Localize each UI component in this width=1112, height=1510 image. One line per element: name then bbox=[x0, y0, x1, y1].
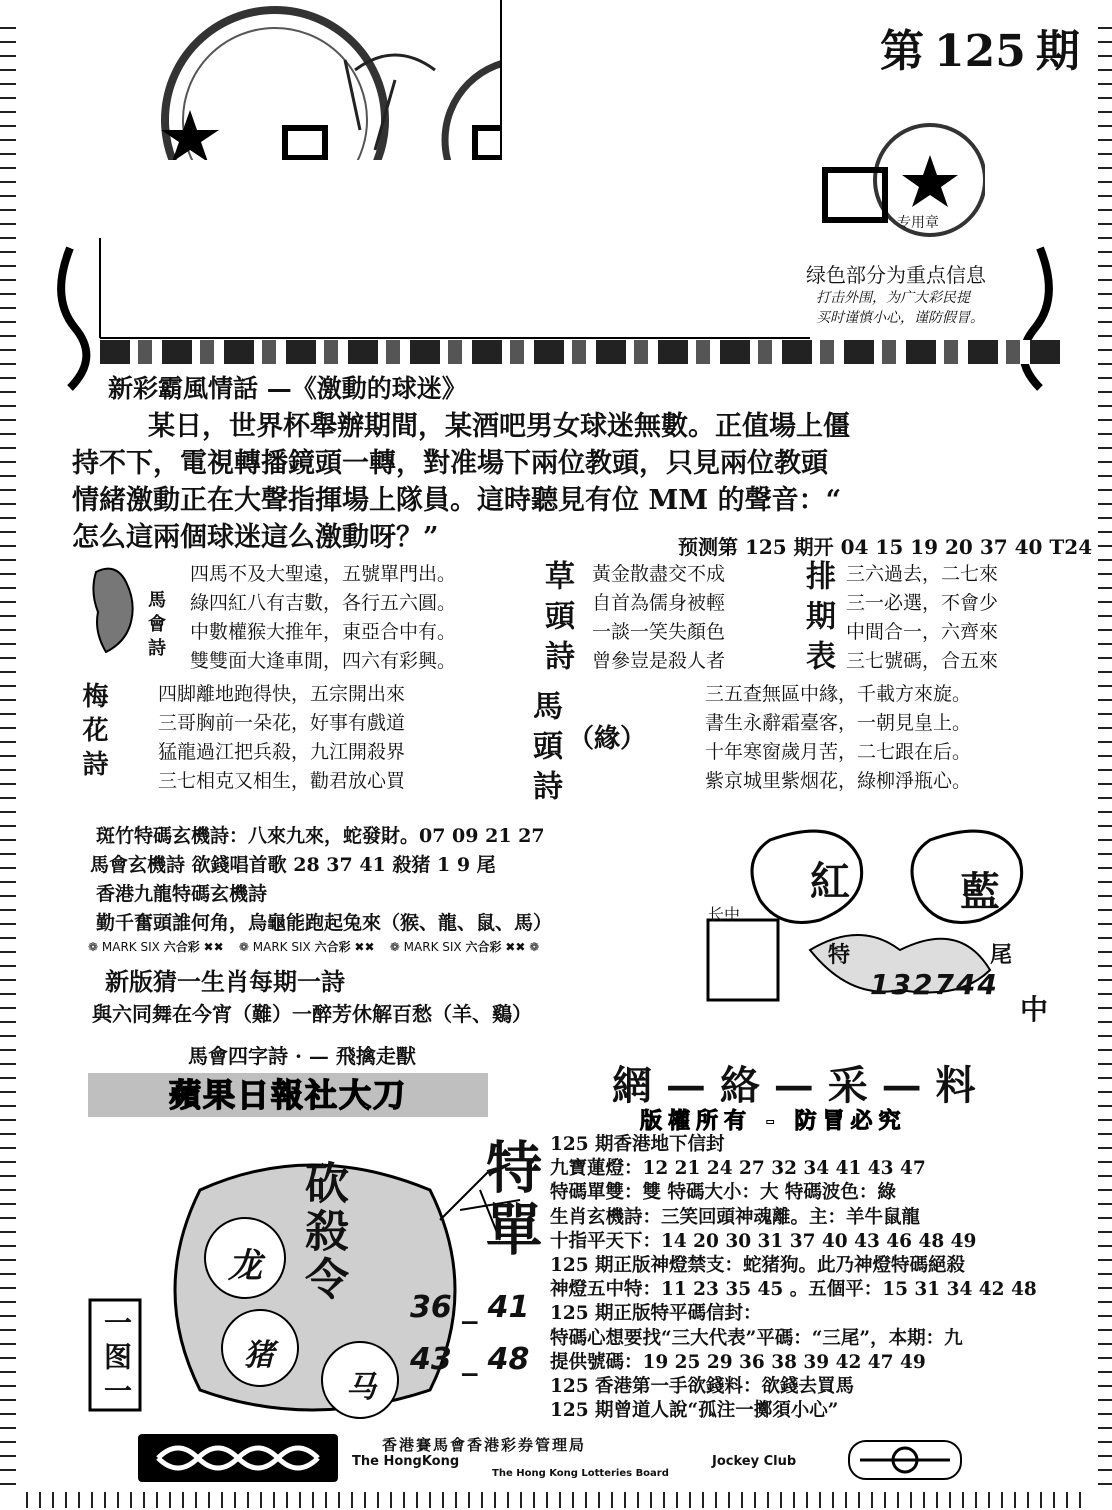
letter-line: 125 期正版特平碼信封： bbox=[550, 1303, 762, 1325]
notice-line3: 买时谨慎小心，谨防假冒。 bbox=[816, 310, 984, 326]
horse-head-tag: （緣） bbox=[568, 724, 647, 754]
footer-right-logo bbox=[848, 1440, 962, 1480]
letter-line: 125 期曾道人說“孤注一擲須小心” bbox=[550, 1400, 839, 1422]
story-line: 怎么這兩個球迷這么激動呀？” bbox=[72, 522, 439, 553]
zodiac-line: 與六同舞在今宵（難）一醉芳休解百愁（羊、鷄） bbox=[92, 1002, 532, 1026]
footer-left-en: The HongKong bbox=[352, 1454, 460, 1469]
footer-left-logo bbox=[138, 1434, 338, 1482]
letters-list bbox=[550, 1133, 1037, 1423]
kill-label: 砍殺令 bbox=[297, 1160, 348, 1304]
plum-poem-label: 梅花詩 bbox=[78, 682, 108, 784]
schedule-line: 三一必選，不會少 bbox=[846, 592, 999, 614]
footer-bottom-en: The Hong Kong Lotteries Board bbox=[492, 1468, 669, 1479]
issue-prefix: 第 bbox=[880, 26, 924, 77]
horse-head-line: 三五查無區中緣，千載方來旋。 bbox=[705, 683, 972, 705]
horse-head-label: 馬頭詩 bbox=[527, 690, 562, 810]
red-blue-graphic bbox=[700, 820, 1080, 1030]
horse-poem-line: 雙雙面大逢車閒，四六有彩興。 bbox=[190, 650, 457, 672]
marksix-label: MARK SIX bbox=[101, 940, 160, 954]
letter-line: 特碼心想要找“三大代表”平碼：“三尾”，本期：九 bbox=[550, 1327, 963, 1349]
red-label: 紅 bbox=[810, 858, 850, 905]
zhong-label: 中 bbox=[1020, 993, 1049, 1026]
letter-line: 125 香港第一手欲錢料：欲錢去買馬 bbox=[550, 1376, 855, 1398]
horse-poem-line: 綠四紅八有吉數，各行五六圓。 bbox=[190, 592, 457, 614]
knot-icon bbox=[138, 1434, 338, 1482]
horse-poem-line: 中數權猴大推年，東亞合中有。 bbox=[190, 621, 457, 643]
marksix-brand: 六合彩 bbox=[314, 940, 351, 954]
left-border bbox=[0, 20, 16, 1490]
blue-label: 藍 bbox=[960, 868, 1000, 915]
issue-suffix: 期 bbox=[1035, 26, 1080, 77]
marksix-strip: ❁ MARK SIX 六合彩 ✖✖ ❁ MARK SIX 六合彩 ✖✖ ❁ MARK SIX 六合彩 ✖✖ ❁ bbox=[88, 940, 540, 954]
letter-line: 十指平天下：14 20 30 31 37 40 43 46 48 49 bbox=[550, 1230, 977, 1252]
notice-line2: 打击外围，为广大彩民提 bbox=[816, 290, 970, 306]
right-border bbox=[1098, 20, 1112, 1490]
plum-poem bbox=[158, 680, 405, 796]
footer-right-en: Jockey Club bbox=[712, 1454, 797, 1469]
top-seal-area bbox=[95, 0, 502, 160]
schedule-line: 三七號碼，合五來 bbox=[846, 650, 999, 672]
letter-line: 125 期正版神燈禁支：蛇猪狗。此乃神燈特碼絕殺 bbox=[550, 1255, 966, 1277]
horse-head-line: 書生永辭霜臺客，一朝見皇上。 bbox=[705, 712, 972, 734]
schedule-line: 三六過去，二七來 bbox=[846, 563, 999, 585]
prediction: 预测第 125 期开 04 15 19 20 37 40 T24 bbox=[678, 535, 1093, 559]
seal-logo bbox=[95, 0, 500, 160]
letter-line: 特碼單雙：雙 特碼大小：大 特碼波色：綠 bbox=[550, 1182, 896, 1204]
plum-poem-line: 三哥胸前一朵花，好事有戲道 bbox=[158, 712, 406, 734]
issue-number bbox=[880, 25, 1080, 79]
mystic-line: 香港九龍特碼玄機詩 bbox=[96, 883, 268, 905]
flower-icon: ❁ bbox=[529, 940, 540, 954]
flower-icon: ❁ bbox=[238, 940, 249, 954]
plum-poem-line: 四脚離地跑得快，五宗開出來 bbox=[158, 683, 406, 705]
grass-poem-line: 一談一笑失顏色 bbox=[592, 621, 726, 643]
lottery-icon bbox=[850, 1442, 960, 1478]
marksix-brand: 六合彩 bbox=[465, 940, 502, 954]
side-label: 一图一 bbox=[100, 1308, 133, 1410]
bottom-border bbox=[20, 1492, 1090, 1508]
letter-line: 九寶蓮燈：12 21 24 27 32 34 41 43 47 bbox=[550, 1158, 926, 1180]
network-sub: 版權所有 - 防冒必究 bbox=[640, 1108, 907, 1134]
grass-poem-line: 曾參豈是殺人者 bbox=[592, 650, 726, 672]
letter-line: 神燈五中特：11 23 35 45 。五個平：15 31 34 42 48 bbox=[550, 1279, 1037, 1301]
story-line: 持不下，電視轉播鏡頭一轉，對准場下兩位教頭，只見兩位教頭 bbox=[72, 448, 828, 479]
horse-poem-line: 四馬不及大聖遠，五號單門出。 bbox=[190, 563, 457, 585]
grass-poem-line: 自首為儒身被輕 bbox=[592, 592, 726, 614]
plum-poem-line: 三七相克又相生，勸君放心買 bbox=[158, 770, 406, 792]
footer-cn: 香港賽馬會香港彩券管理局 bbox=[382, 1436, 587, 1454]
ornament-row bbox=[100, 340, 1060, 364]
mystic-line: 馬會玄機詩 欲錢唱首歌 28 37 41 殺猪 1 9 尾 bbox=[90, 854, 496, 876]
wei-label: 尾 bbox=[990, 942, 1013, 968]
flower-icon: ❁ bbox=[389, 940, 400, 954]
mystic-line: 勤千奮頭誰何角，烏龜能跑起兔來（猴、龍、鼠、馬） bbox=[96, 912, 553, 934]
network-title: 網 — 絡 — 采 — 料 bbox=[612, 1062, 976, 1109]
marksix-label: MARK SIX bbox=[403, 940, 462, 954]
long-label: 长中 bbox=[708, 905, 741, 924]
schedule bbox=[846, 560, 998, 676]
notice-title: 绿色部分为重点信息 bbox=[806, 263, 986, 287]
flower-icon: ❁ bbox=[88, 940, 99, 954]
letter-line: 提供號碼：19 25 29 36 38 39 42 47 49 bbox=[550, 1351, 926, 1373]
red-blue-number: 132744 bbox=[870, 968, 999, 1001]
letter-line: 125 期香港地下信封 bbox=[550, 1134, 725, 1155]
pig-label: 猪 bbox=[244, 1338, 274, 1373]
schedule-label: 排期表 bbox=[800, 560, 835, 680]
horse-poem bbox=[190, 560, 456, 676]
story-title: 新彩霸風情話 —《激動的球迷》 bbox=[108, 374, 467, 403]
mystic-line: 斑竹特碼玄機詩：八來九來，蛇發財。07 09 21 27 bbox=[96, 825, 545, 847]
story-line: 情緒激動正在大聲指揮場上隊員。這時聽見有位 MM 的聲音：“ bbox=[72, 485, 842, 516]
marksix-label: MARK SIX bbox=[252, 940, 311, 954]
schedule-line: 中間合一，六齊來 bbox=[846, 621, 999, 643]
footer bbox=[130, 1434, 1050, 1482]
grass-poem-label: 草頭詩 bbox=[539, 560, 574, 680]
horse-head-line: 十年寒窗歲月苦，二七跟在后。 bbox=[705, 741, 972, 763]
horse-poem-label: 馬會詩 bbox=[145, 590, 166, 662]
horse-image bbox=[86, 562, 140, 658]
grass-poem bbox=[592, 560, 725, 676]
special-title: 特單 bbox=[477, 1138, 543, 1262]
horse-icon bbox=[86, 562, 140, 658]
te-label: 特 bbox=[828, 942, 851, 968]
seal-text: 专用章 bbox=[897, 215, 939, 231]
plum-poem-line: 猛龍過江把兵殺，九江開殺界 bbox=[158, 741, 406, 763]
marksix-brand: 六合彩 bbox=[163, 940, 200, 954]
grass-poem-line: 黃金散盡交不成 bbox=[592, 563, 726, 585]
right-seal bbox=[815, 110, 985, 240]
dragon-label: 龙 bbox=[228, 1246, 262, 1286]
letter-line: 生肖玄機詩：三笑回頭神魂離。主：羊牛鼠龍 bbox=[550, 1206, 921, 1228]
horse-head-poem bbox=[705, 680, 971, 796]
zodiac-title: 新版猜一生肖每期一詩 bbox=[105, 967, 345, 996]
special-n1: 36 _ 41 bbox=[410, 1290, 530, 1325]
four-char-poem: 馬會四字詩 · — 飛擒走獸 bbox=[188, 1044, 416, 1068]
horse-label: 马 bbox=[346, 1370, 376, 1405]
mystic-section bbox=[90, 822, 552, 938]
horse-head-line: 紫京城里紫烟花，綠柳淨瓶心。 bbox=[705, 770, 972, 792]
special-n2: 43 _ 48 bbox=[410, 1342, 530, 1377]
story-line: 某日，世界杯舉辦期間，某酒吧男女球迷無數。正值場上僵 bbox=[148, 411, 850, 442]
apple-banner: 蘋果日報社大刀 bbox=[88, 1073, 488, 1117]
issue-value: 125 bbox=[934, 26, 1026, 77]
